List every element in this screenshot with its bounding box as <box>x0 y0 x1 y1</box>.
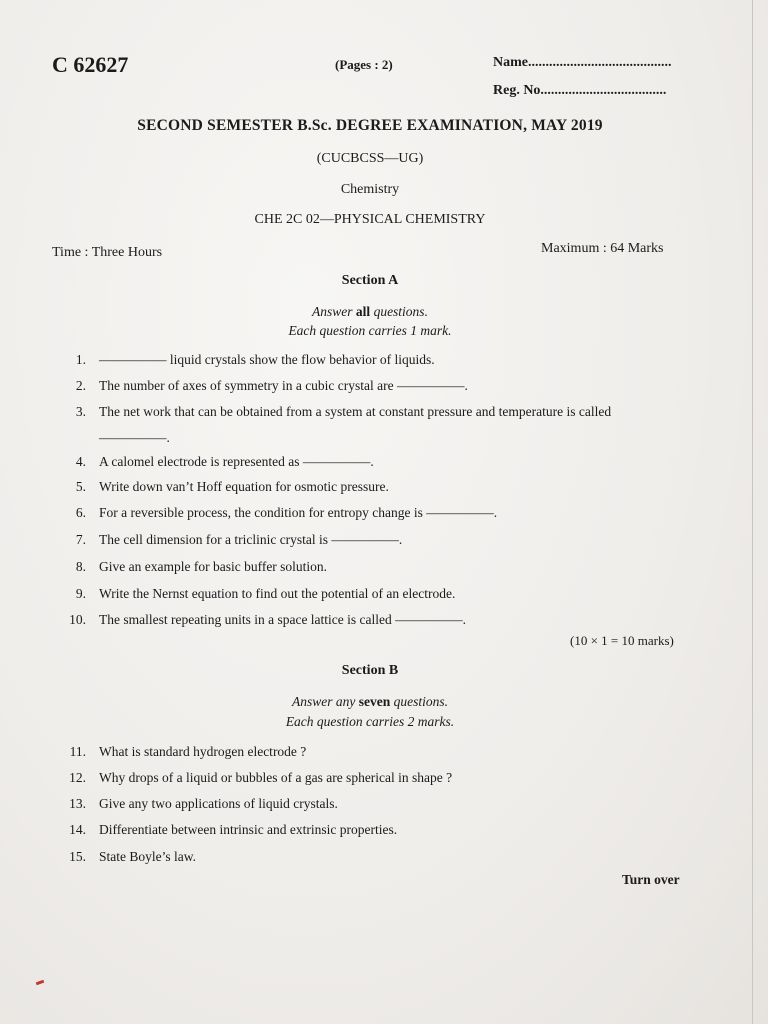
question-text: Differentiate between intrinsic and extrinsic properties. <box>99 822 398 837</box>
question-text: The smallest repeating units in a space lattice is called —————. <box>99 612 467 627</box>
question-number: 3. <box>75 404 86 419</box>
question-number: 8. <box>75 559 86 574</box>
question-number: 5. <box>75 479 86 494</box>
section-a-marks: (10 × 1 = 10 marks) <box>570 633 674 648</box>
question-text: A calomel electrode is represented as —————. <box>99 454 374 469</box>
question-number: 12. <box>69 770 86 785</box>
question-number: 4. <box>75 454 86 469</box>
question-text: The number of axes of symmetry in a cubic crystal are —————. <box>99 378 468 393</box>
page-count: (Pages : 2) <box>335 57 393 72</box>
section-a-instruction: Answer all questions. <box>312 304 428 319</box>
section-b-marks-note: Each question carries 2 marks. <box>285 714 455 729</box>
max-marks: Maximum : 64 Marks <box>541 241 664 256</box>
question-text: Give any two applications of liquid crystals. <box>99 796 338 811</box>
exam-title: SECOND SEMESTER B.Sc. DEGREE EXAMINATION, MAY 2019 <box>137 117 603 134</box>
reg-no-field: Reg. No.................................... <box>493 83 667 98</box>
question-number: 10. <box>69 612 86 627</box>
exam-time: Time : Three Hours <box>52 245 163 260</box>
question-number: 13. <box>69 796 86 811</box>
paper-title: CHE 2C 02—PHYSICAL CHEMISTRY <box>254 212 486 227</box>
paper-code: C 62627 <box>52 52 129 77</box>
section-b-heading: Section B <box>341 663 399 678</box>
question-number: 2. <box>75 378 86 393</box>
question-text: State Boyle’s law. <box>99 849 196 864</box>
section-b-instruction: Answer any seven questions. <box>291 694 448 709</box>
question-text: Give an example for basic buffer solution. <box>99 559 328 574</box>
question-number: 9. <box>75 586 86 601</box>
question-text: What is standard hydrogen electrode ? <box>99 744 307 759</box>
question-number: 1. <box>75 352 86 367</box>
question-number: 15. <box>69 849 86 864</box>
exam-subject: Chemistry <box>340 182 400 197</box>
question-number: 14. <box>69 822 86 837</box>
question-text: ————— liquid crystals show the flow behavior of liquids. <box>99 352 435 367</box>
question-text: For a reversible process, the condition for entropy change is —————. <box>99 505 498 520</box>
turn-over-note: Turn over <box>622 872 680 887</box>
question-text: Write the Nernst equation to find out the potential of an electrode. <box>99 586 456 601</box>
question-text: Write down van’t Hoff equation for osmotic pressure. <box>99 479 389 494</box>
exam-scheme: (CUCBCSS—UG) <box>316 151 424 166</box>
question-text: The net work that can be obtained from a system at constant pressure and temperature is called <box>99 404 612 419</box>
name-field: Name......................................... <box>493 55 672 70</box>
section-a-marks-note: Each question carries 1 mark. <box>288 323 452 338</box>
question-number: 6. <box>75 505 86 520</box>
question-text: —————. <box>99 430 170 445</box>
red-pen-mark <box>36 980 45 986</box>
scan-edge <box>752 0 753 1024</box>
section-a-heading: Section A <box>341 273 399 288</box>
question-number: 7. <box>75 532 86 547</box>
question-text: Why drops of a liquid or bubbles of a gas are spherical in shape ? <box>99 770 453 785</box>
question-number: 11. <box>69 744 86 759</box>
question-text: The cell dimension for a triclinic crystal is —————. <box>99 532 403 547</box>
